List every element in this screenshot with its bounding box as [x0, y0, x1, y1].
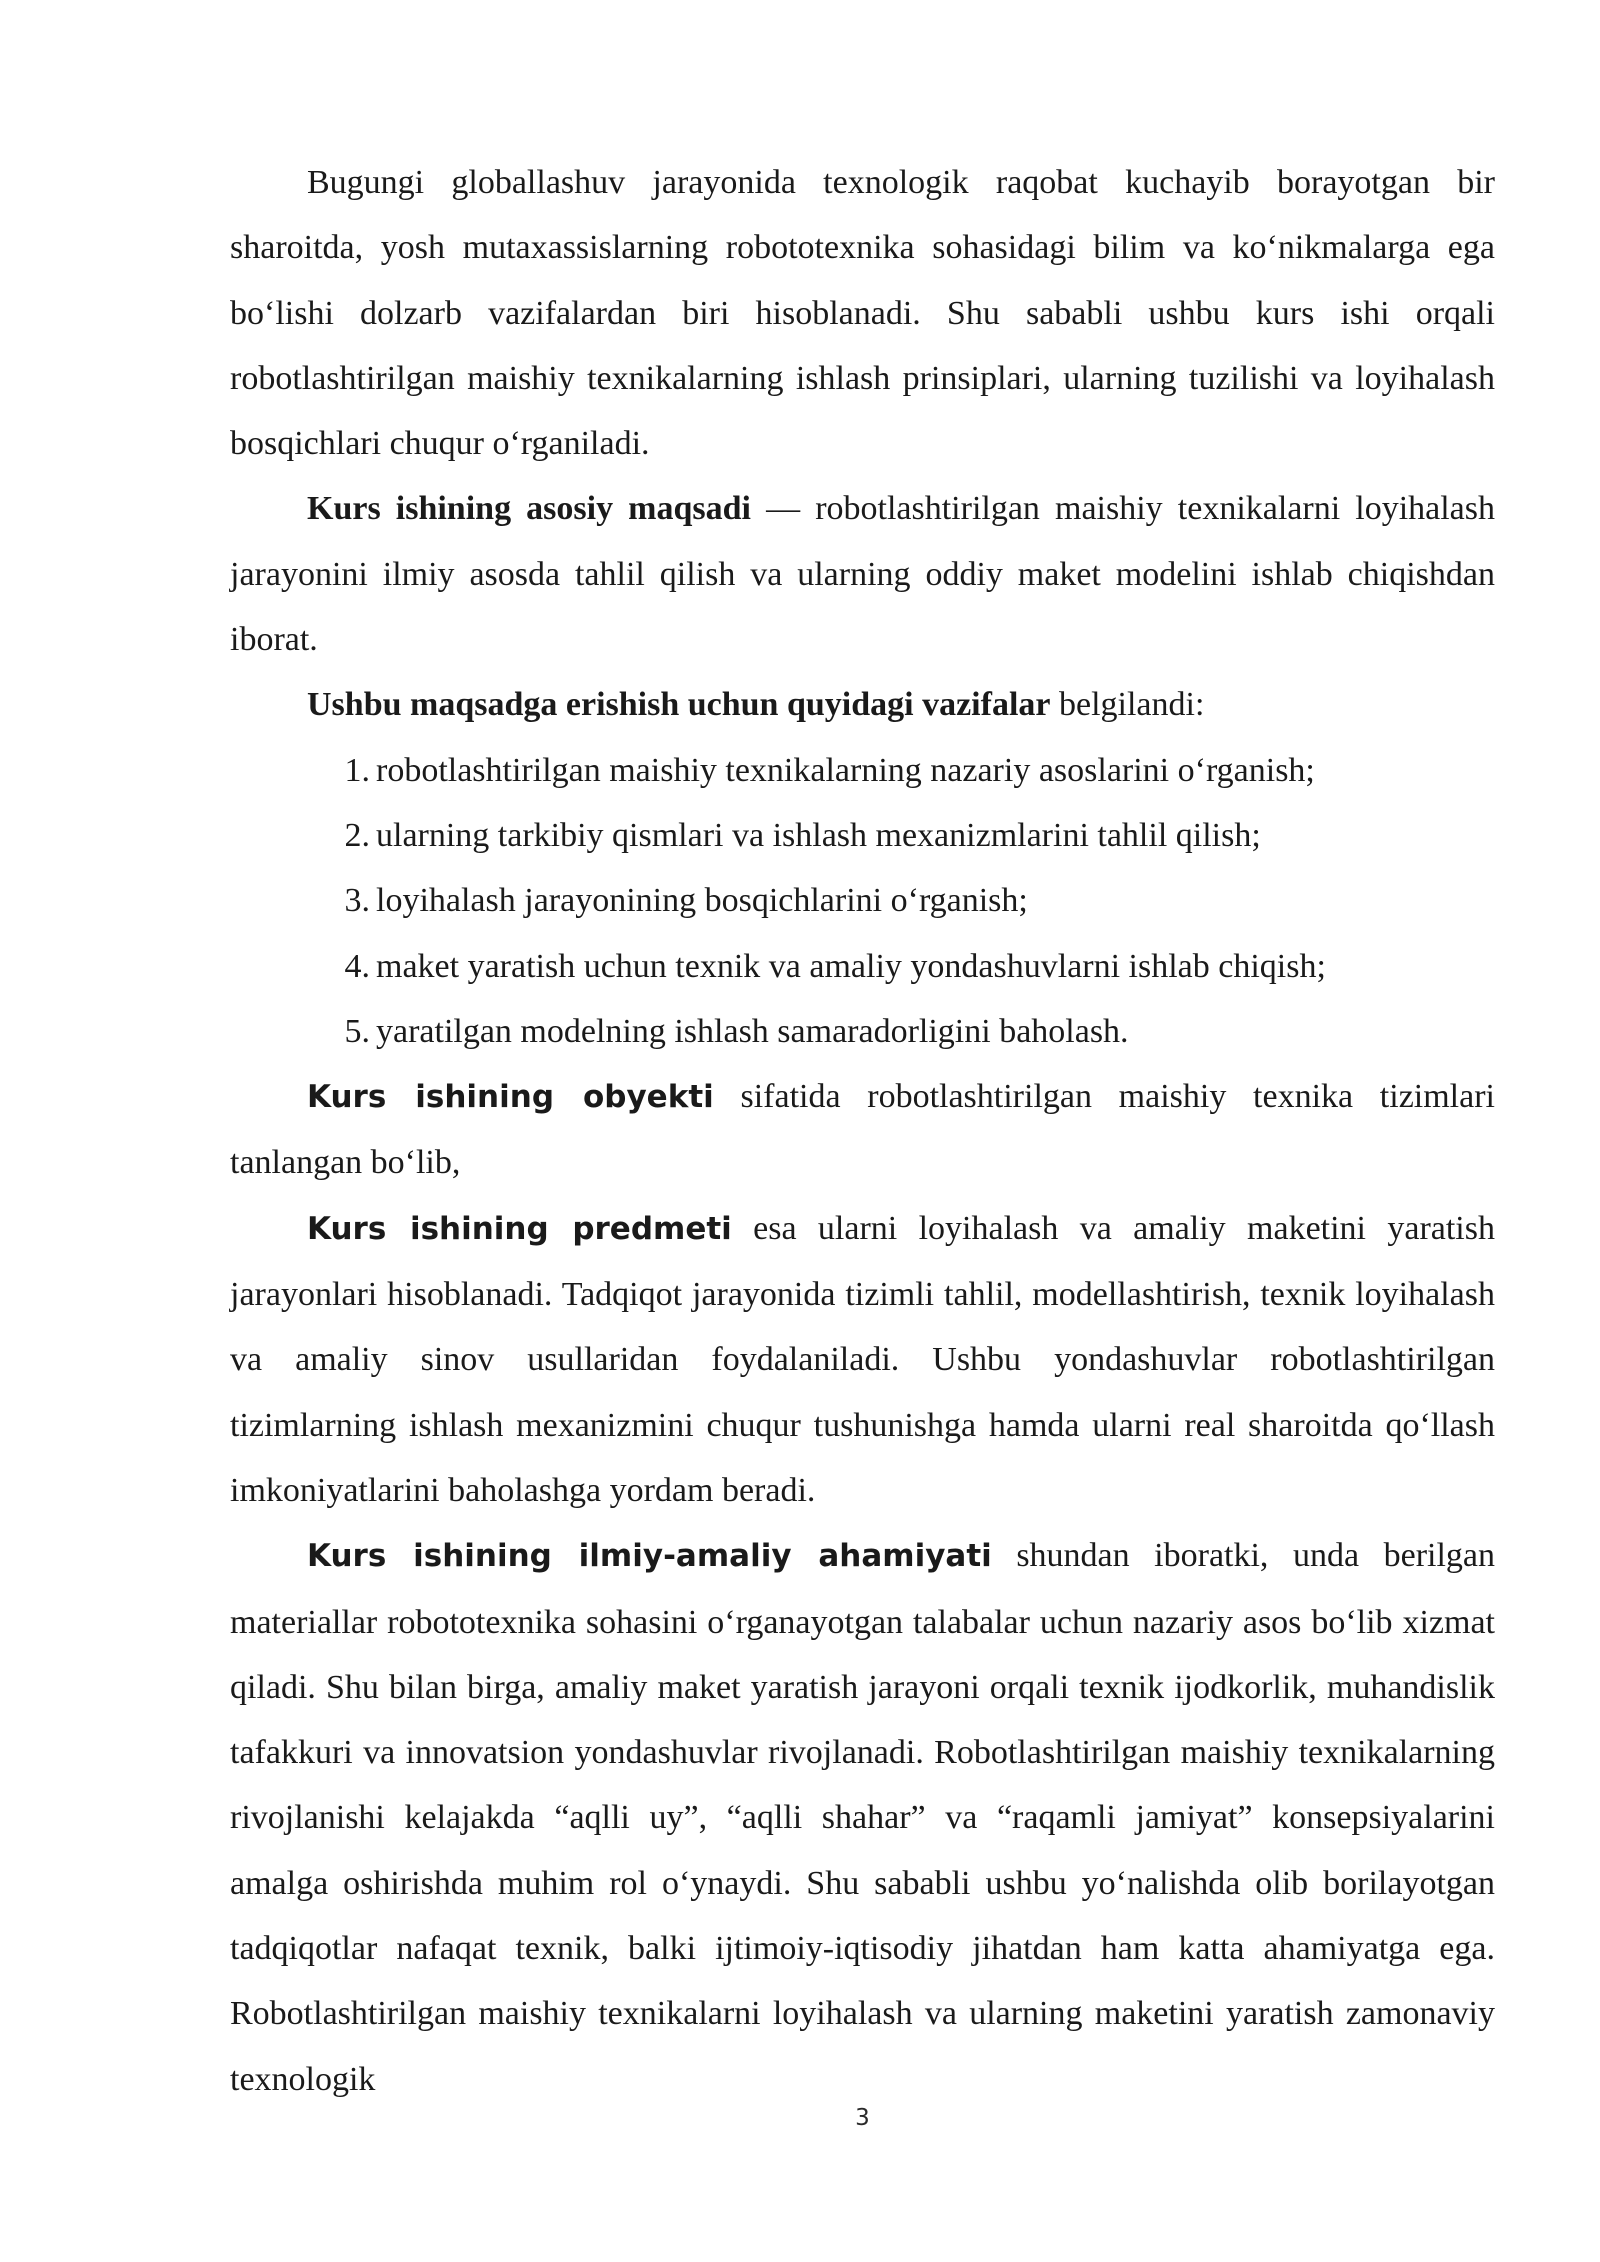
task-number: 1.	[344, 751, 370, 789]
paragraph-tasks-intro-text: belgilandi:	[1050, 686, 1205, 724]
paragraph-goal-heading: Kurs ishining asosiy maqsadi	[307, 490, 751, 528]
task-text: robotlashtirilgan maishiy texnikalarning nazariy asoslarini o‘rganish;	[376, 751, 1315, 789]
task-number: 5.	[344, 1012, 370, 1050]
paragraph-significance-text: shundan iboratki, unda berilgan materiallar robototexnika sohasini o‘rganayotgan talabalar uchun nazariy asos bo‘lib xizmat qiladi. Shu bilan birga, amaliy maket yaratish jarayoni orqali texnik ijodkorlik, muhandislik tafakkuri va innovatsion yondashuvlar rivojlanadi. Robotlashtirilgan maishiy texnikalarning rivojlanishi kelajakda “aqlli uy”, “aqlli shahar” va “raqamli jamiyat” konsepsiyalarini amalga oshirishda muhim rol o‘ynaydi. Shu sababli ushbu yo‘nalishda olib borilayotgan tadqiqotlar nafaqat texnik, balki ijtimoiy-iqtisodiy jihatdan ham katta ahamiyatga ega. Robotlashtirilgan maishiy texnikalarni loyihalash va ularning maketini yaratish zamonaviy texnologik	[230, 1537, 1496, 2098]
task-item	[230, 803, 1495, 868]
paragraph-significance-heading: Kurs ishining ilmiy-amaliy ahamiyati	[307, 1538, 992, 1575]
task-item	[230, 868, 1495, 933]
paragraph-object-heading: Kurs ishining obyekti	[307, 1079, 714, 1116]
task-text: loyihalash jarayonining bosqichlarini o‘rganish;	[376, 882, 1028, 920]
paragraph-subject	[230, 1196, 1495, 1523]
task-text: yaratilgan modelning ishlash samaradorligini baholash.	[376, 1012, 1129, 1050]
page-number: 3	[855, 2105, 870, 2131]
task-number: 2.	[344, 816, 370, 854]
paragraph-introduction	[230, 150, 1495, 476]
task-text: maket yaratish uchun texnik va amaliy yondashuvlarni ishlab chiqish;	[376, 947, 1326, 985]
paragraph-goal	[230, 476, 1495, 672]
paragraph-significance	[230, 1523, 1495, 2112]
paragraph-tasks-intro	[230, 672, 1495, 737]
task-item	[230, 934, 1495, 999]
paragraph-tasks-intro-heading: Ushbu maqsadga erishish uchun quyidagi vazifalar	[307, 686, 1051, 724]
document-body	[230, 150, 1495, 2112]
task-list	[230, 738, 1495, 1064]
paragraph-goal-text: — robotlashtirilgan maishiy texnikalarni loyihalash jarayonini ilmiy asosda tahlil qilish va ularning oddiy maket modelini ishlab chiqishdan iborat.	[230, 490, 1496, 659]
paragraph-subject-heading: Kurs ishining predmeti	[307, 1210, 732, 1247]
paragraph-object	[230, 1064, 1495, 1196]
task-number: 4.	[344, 947, 370, 985]
task-item	[230, 738, 1495, 803]
task-text: ularning tarkibiy qismlari va ishlash mexanizmlarini tahlil qilish;	[376, 816, 1261, 854]
task-number: 3.	[344, 882, 370, 920]
paragraph-object-text: sifatida robotlashtirilgan maishiy texnika tizimlari tanlangan bo‘lib,	[230, 1078, 1495, 1182]
paragraph-introduction-text: Bugungi globallashuv jarayonida texnologik raqobat kuchayib borayotgan bir sharoitda, yosh mutaxassislarning robototexnika sohasidagi bilim va ko‘nikmalarga ega bo‘lishi dolzarb vazifalardan biri hisoblanadi. Shu sababli ushbu kurs ishi orqali robotlashtirilgan maishiy texnikalarning ishlash prinsiplari, ularning tuzilishi va loyihalash bosqichlari chuqur o‘rganiladi.	[230, 164, 1495, 463]
paragraph-subject-text: esa ularni loyihalash va amaliy maketini yaratish jarayonlari hisoblanadi. Tadqiqot jarayonida tizimli tahlil, modellashtirish, texnik loyihalash va amaliy sinov usullaridan foydalaniladi. Ushbu yondashuvlar robotlashtirilgan tizimlarning ishlash mexanizmini chuqur tushunishga hamda ularni real sharoitda qo‘llash imkoniyatlarini baholashga yordam beradi.	[230, 1209, 1495, 1509]
task-item	[230, 999, 1495, 1064]
